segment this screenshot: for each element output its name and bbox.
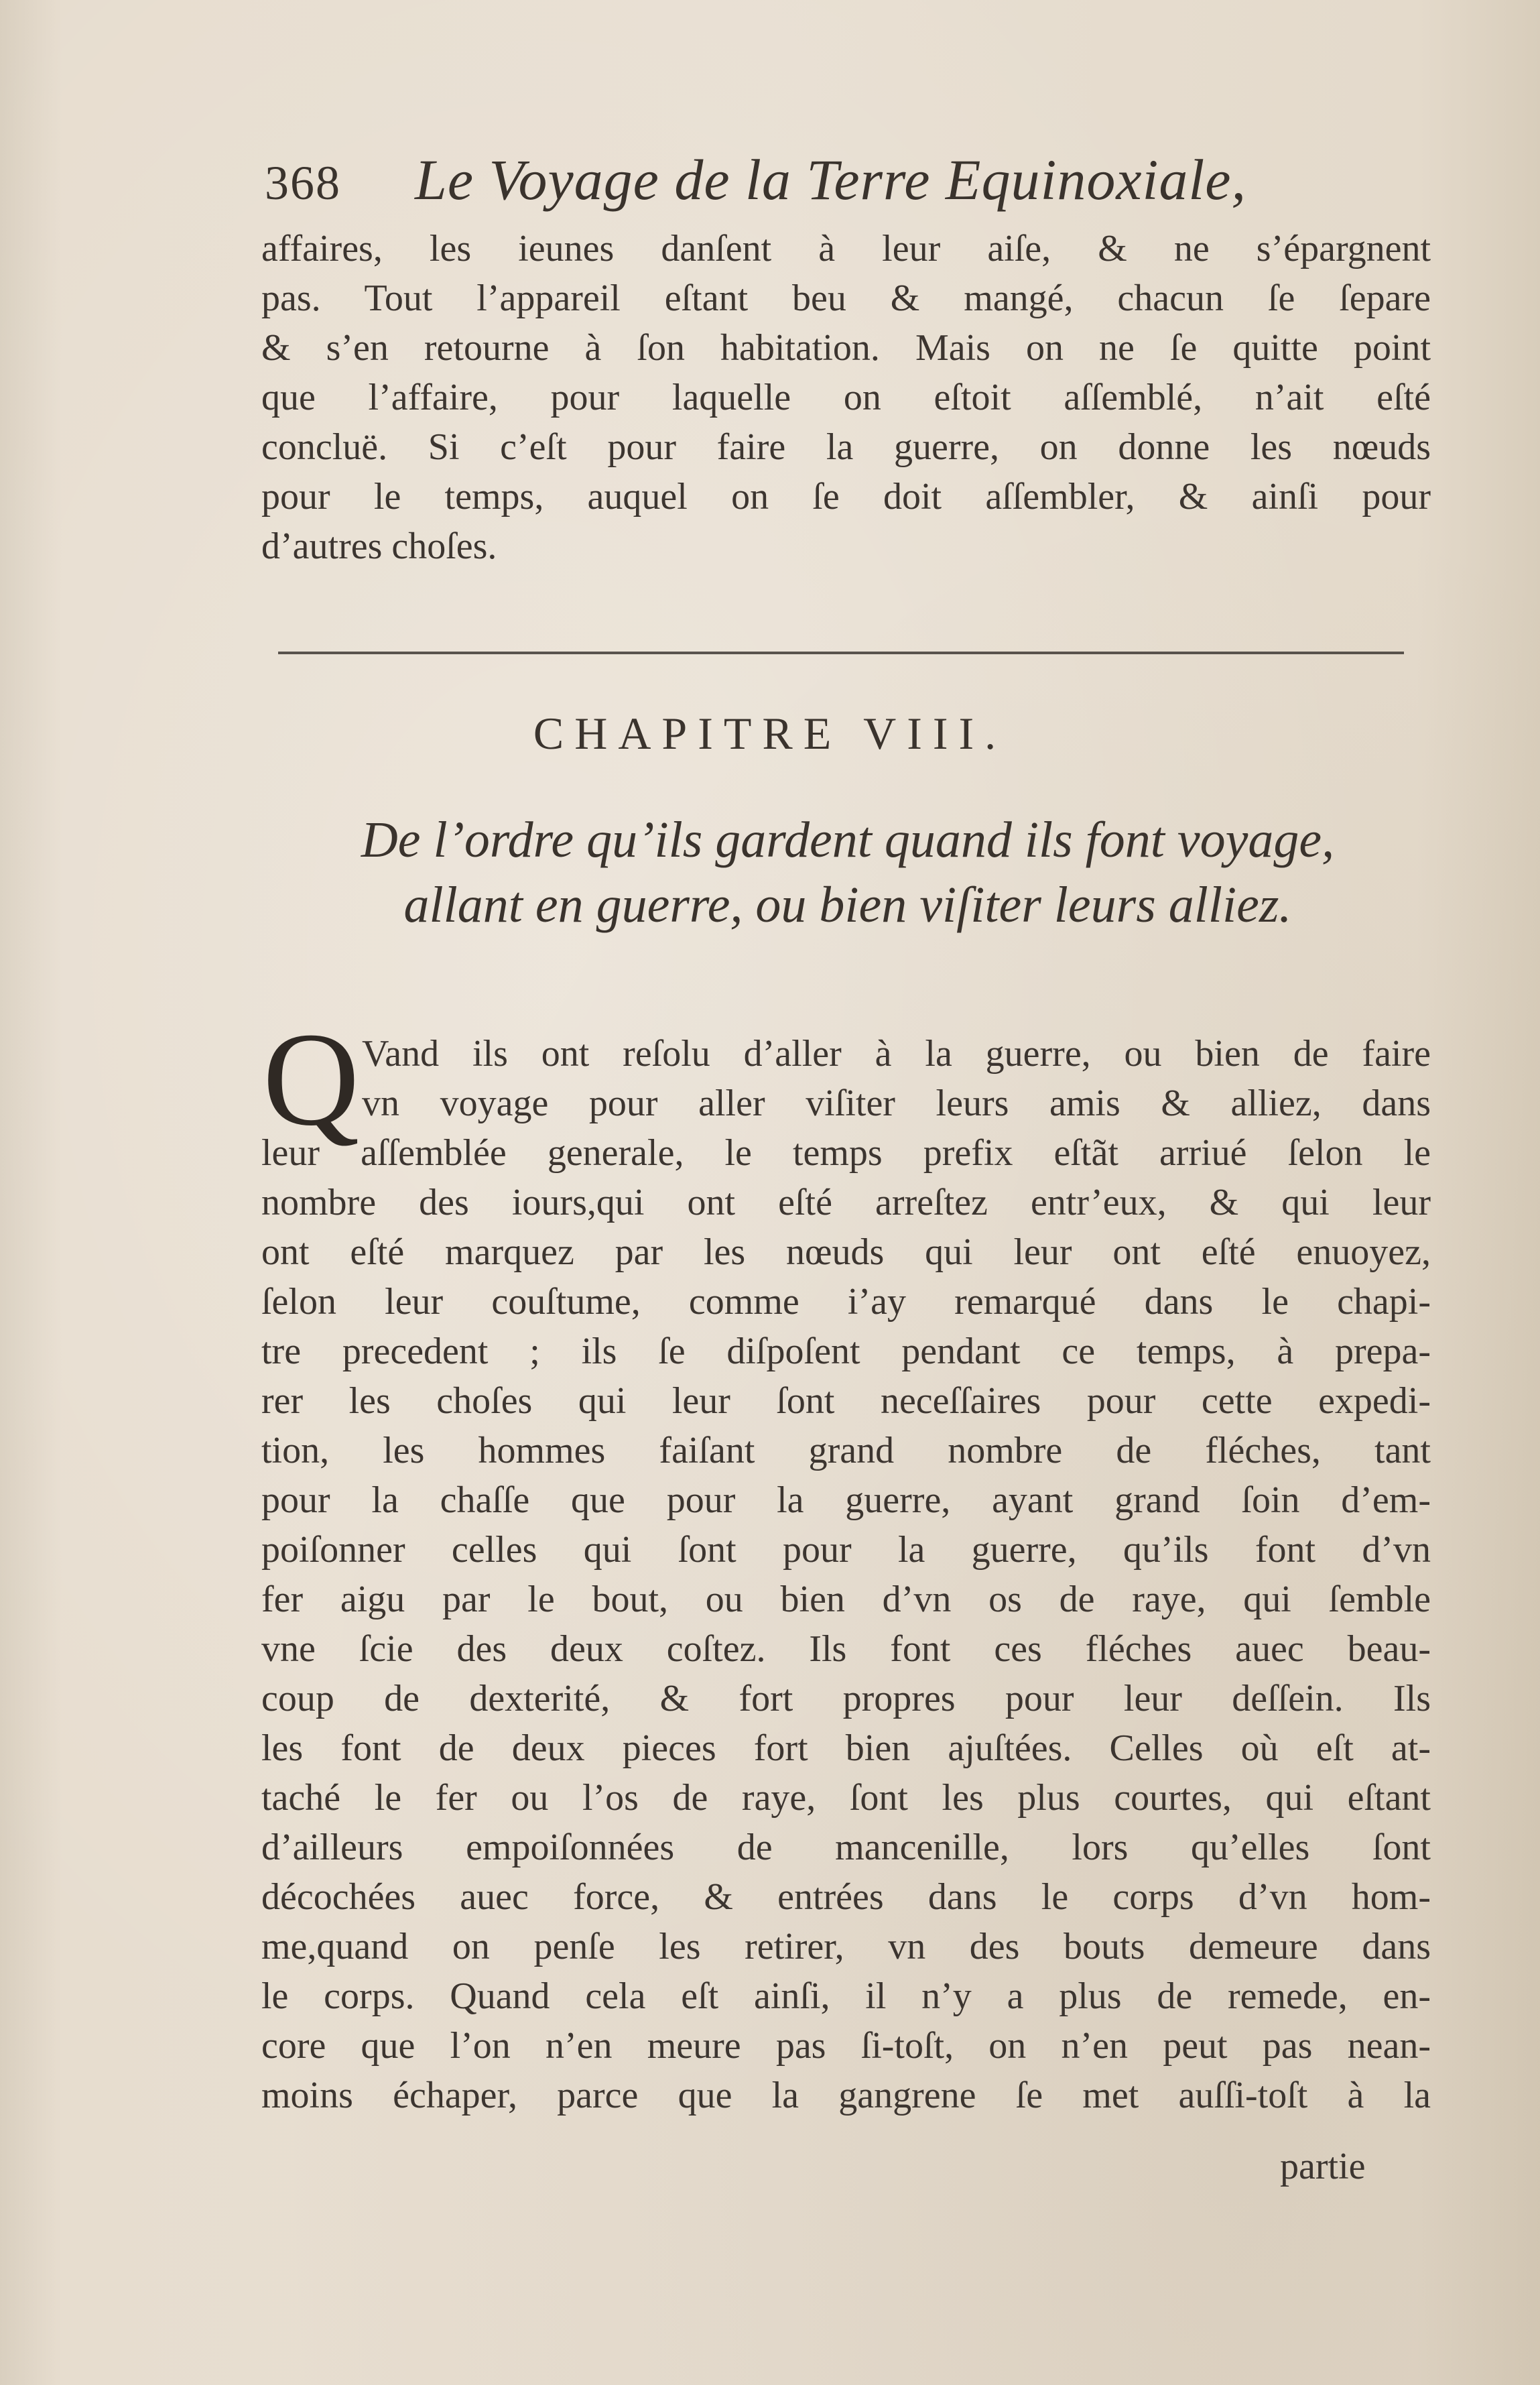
text-line: coup de dexterité, & fort propres pour leur deſſein. Ils	[261, 1678, 1431, 1719]
chapter-subtitle	[265, 808, 1431, 938]
text-line: poiſonner celles qui ſont pour la guerre, qu’ils font d’vn	[261, 1529, 1431, 1571]
text-line: pour la chaſſe que pour la guerre, ayant grand ſoin d’em-	[261, 1479, 1431, 1521]
chapter-subtitle-line: De l’ordre qu’ils gardent quand ils font voyage,	[361, 812, 1335, 868]
text-line: moins échaper, parce que la gangrene ſe met auſſi-toſt à la	[261, 2075, 1431, 2116]
text-line: vn voyage pour aller viſiter leurs amis & alliez, dans	[362, 1083, 1431, 1124]
text-line: tion, les hommes faiſant grand nombre de fléches, tant	[261, 1430, 1431, 1471]
page-number: 368	[265, 156, 341, 210]
chapter-body	[261, 1029, 1431, 2120]
text-line: concluë. Si c’eſt pour faire la guerre, on donne les nœuds	[261, 426, 1431, 468]
text-line: décochées auec force, & entrées dans le corps d’vn hom-	[261, 1876, 1431, 1918]
text-line: & s’en retourne à ſon habitation. Mais on ne ſe quitte point	[261, 327, 1431, 369]
running-title: Le Voyage de la Terre Equinoxiale,	[415, 147, 1246, 212]
text-line: nombre des iours,qui ont eſté arreſtez entr’eux, & qui leur	[261, 1182, 1431, 1223]
text-line: vne ſcie des deux coſtez. Ils font ces fléches auec beau-	[261, 1628, 1431, 1670]
text-line: les font de deux pieces fort bien ajuſtées. Celles où eſt at-	[261, 1727, 1431, 1769]
section-divider	[278, 652, 1404, 654]
text-line: leur aſſemblée generale, le temps prefix eſtãt arriué ſelon le	[261, 1132, 1431, 1174]
text-line: Vand ils ont reſolu d’aller à la guerre, ou bien de faire	[362, 1033, 1431, 1075]
text-line: d’autres choſes.	[261, 526, 497, 567]
text-line: ont eſté marquez par les nœuds qui leur ont eſté enuoyez,	[261, 1231, 1431, 1273]
chapter-title: CHAPITRE VIII.	[533, 708, 1007, 759]
text-line: me,quand on penſe les retirer, vn des bouts demeure dans	[261, 1926, 1431, 1967]
text-line: pas. Tout l’appareil eſtant beu & mangé, chacun ſe ſepare	[261, 278, 1431, 319]
text-line: fer aigu par le bout, ou bien d’vn os de raye, qui ſemble	[261, 1579, 1431, 1620]
text-line: core que l’on n’en meure pas ſi-toſt, on n’en peut pas nean-	[261, 2025, 1431, 2067]
chapter-subtitle-line: allant en guerre, ou bien viſiter leurs alliez.	[403, 877, 1292, 933]
text-line: d’ailleurs empoiſonnées de mancenille, lors qu’elles ſont	[261, 1827, 1431, 1868]
text-line: pour le temps, auquel on ſe doit aſſembler, & ainſi pour	[261, 476, 1431, 517]
text-line: taché le fer ou l’os de raye, ſont les plus courtes, qui eſtant	[261, 1777, 1431, 1819]
text-line: tre precedent ; ils ſe diſpoſent pendant ce temps, à prepa-	[261, 1331, 1431, 1372]
catchword: partie	[1280, 2146, 1366, 2187]
text-line: affaires, les ieunes danſent à leur aiſe, & ne s’épargnent	[261, 228, 1431, 269]
text-line: que l’affaire, pour laquelle on eſtoit aſſemblé, n’ait eſté	[261, 377, 1431, 418]
drop-cap: Q	[263, 1005, 360, 1154]
text-line: le corps. Quand cela eſt ainſi, il n’y a plus de remede, en-	[261, 1975, 1431, 2017]
text-line: rer les choſes qui leur ſont neceſſaires pour cette expedi-	[261, 1380, 1431, 1422]
top-paragraph	[261, 224, 1431, 571]
text-line: ſelon leur couſtume, comme i’ay remarqué dans le chapi-	[261, 1281, 1431, 1323]
page-header	[265, 146, 1337, 220]
